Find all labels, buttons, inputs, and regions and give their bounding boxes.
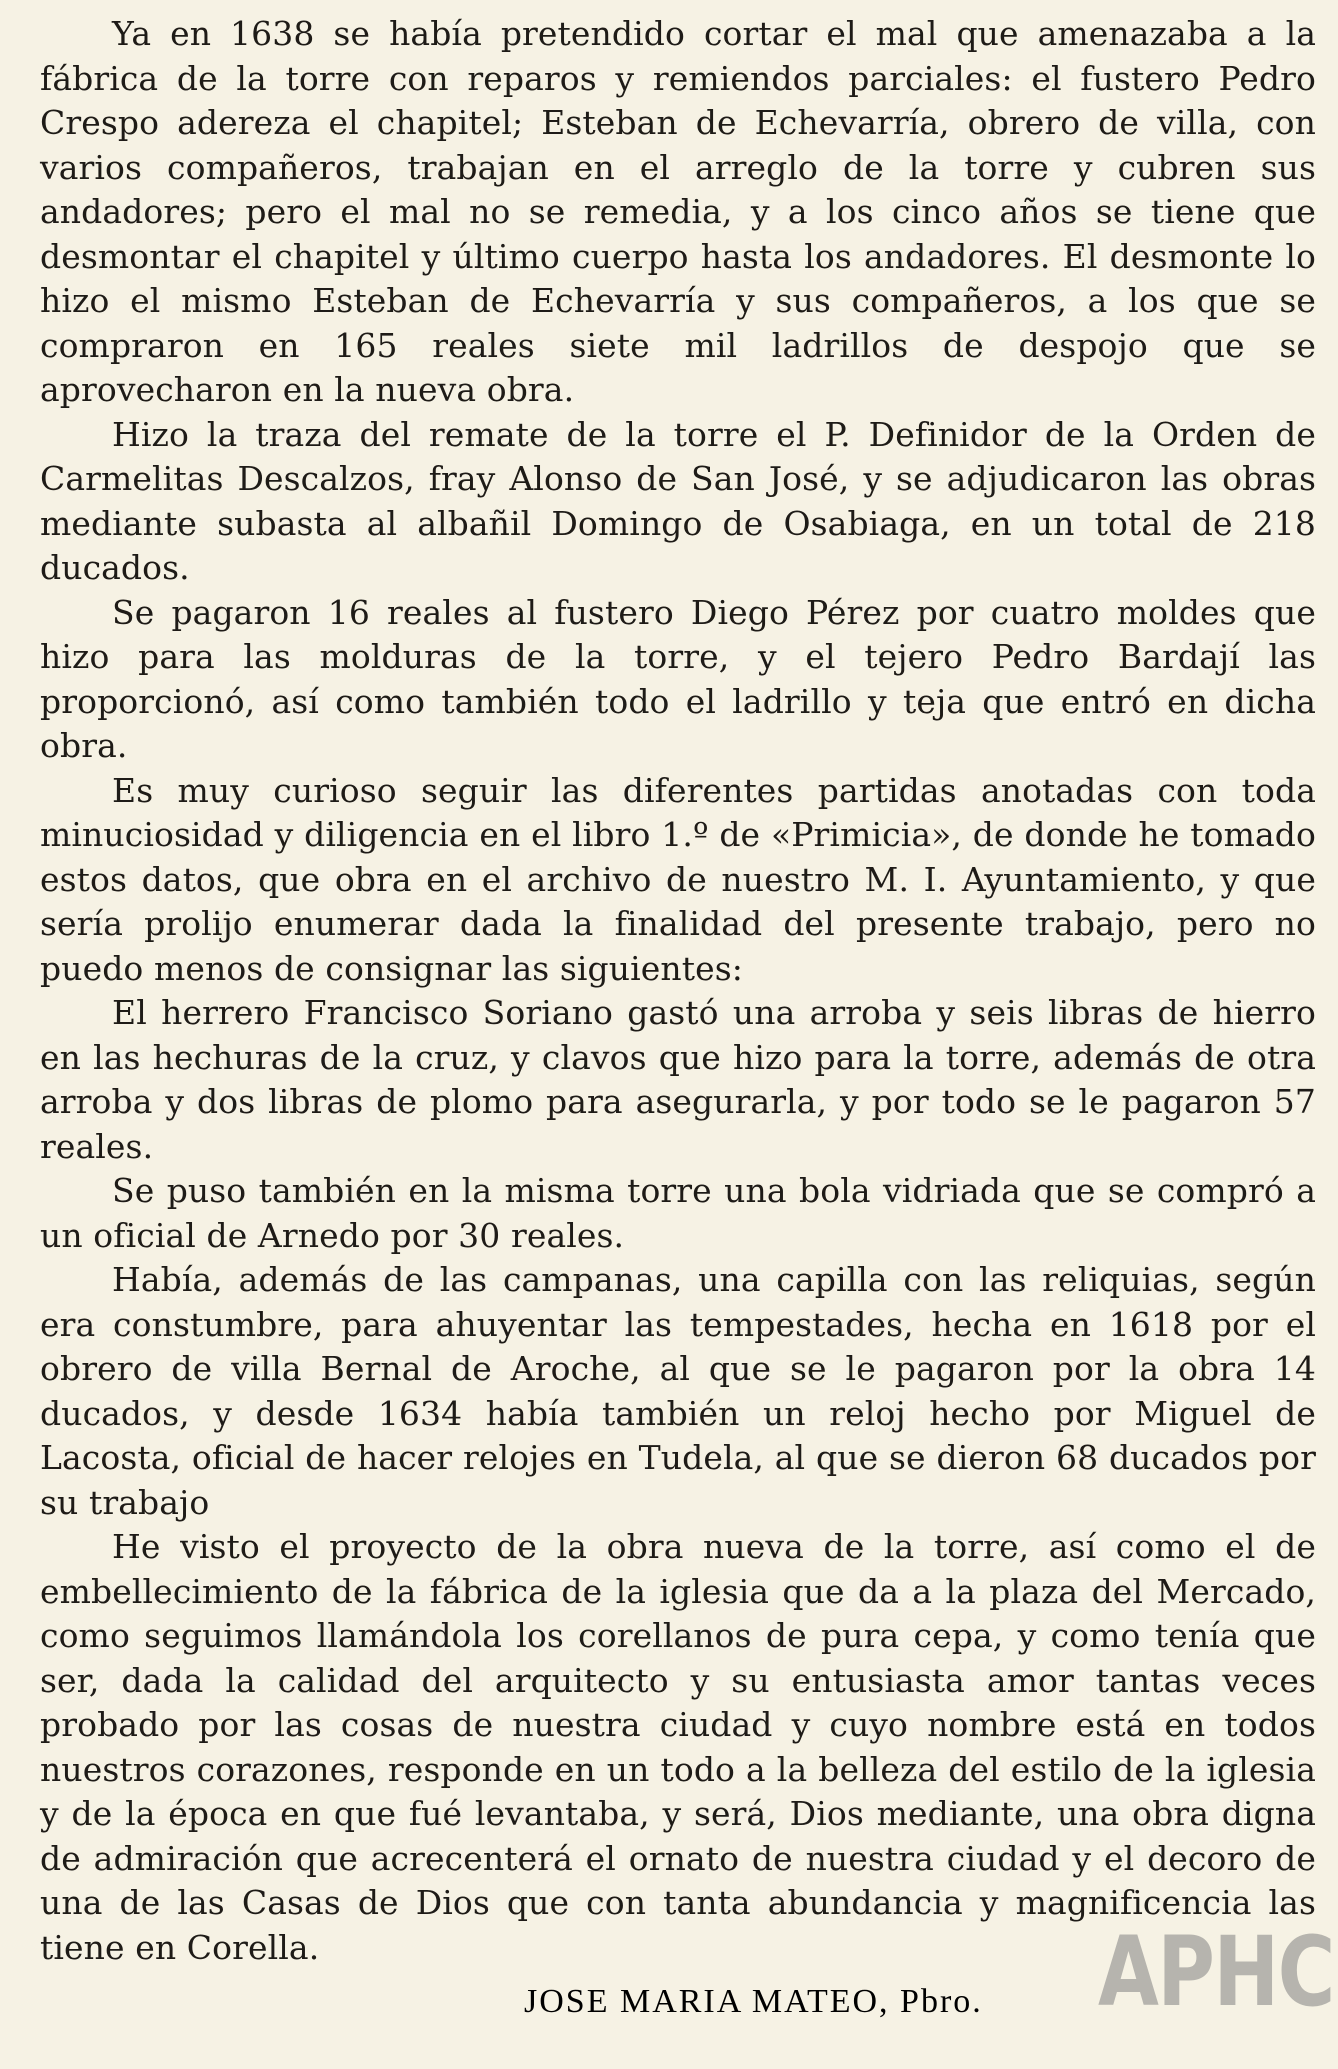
paragraph-2: Hizo la traza del remate de la torre el P. Definidor de la Orden de Carmelitas Descalzos, fray Alonso de San José, y se adjudicaron las obras mediante subasta al albañil Domingo de Osabiaga, en un total de 218 ducados. <box>40 414 1316 587</box>
paragraph-3: Se pagaron 16 reales al fustero Diego Pérez por cuatro moldes que hizo para las molduras de la torre, y el tejero Pedro Bardají las proporcionó, así como también todo el ladrillo y teja que entró en dicha obra. <box>40 592 1316 765</box>
aphc-watermark: APHC <box>1098 1916 1334 2028</box>
paragraph-6: Se puso también en la misma torre una bola vidriada que se compró a un oficial de Arnedo por 30 reales. <box>40 1171 1316 1255</box>
paragraph-1: Ya en 1638 se había pretendido cortar el mal que amenazaba a la fábrica de la torre con reparos y remiendos parciales: el fustero Pedro Crespo adereza el chapitel; Esteban de Echevarría, obrero de villa, con varios compañeros, trabajan en el arreglo de la torre y cubren sus andadores; pero el mal no se remedia, y a los cinco años se tiene que desmontar el chapitel y último cuerpo hasta los andadores. El desmonte lo hizo el mismo Esteban de Echevarría y sus compañeros, a los que se compraron en 165 reales siete mil ladrillos de despojo que se aprovecharon en la nueva obra. <box>40 14 1316 409</box>
document-page <box>40 12 1316 2052</box>
paragraph-7: Había, además de las campanas, una capilla con las reliquias, según era constumbre, para ahuyentar las tempestades, hecha en 1618 por el obrero de villa Bernal de Aroche, al que se le pagaron por la obra 14 ducados, y desde 1634 había también un reloj hecho por Miguel de Lacosta, oficial de hacer relojes en Tudela, al que se dieron 68 ducados por su trabajo <box>40 1260 1316 1522</box>
author-signature: JOSE MARIA MATEO, Pbro. <box>524 1983 983 2020</box>
paragraph-4: Es muy curioso seguir las diferentes partidas anotadas con toda minuciosidad y diligencia en el libro 1.º de «Primicia», de donde he tomado estos datos, que obra en el archivo de nuestro M. I. Ayuntamiento, y que sería prolijo enumerar dada la finalidad del presente trabajo, pero no puedo menos de consignar las siguientes: <box>40 770 1316 988</box>
paragraph-8: He visto el proyecto de la obra nueva de la torre, así como el de embellecimiento de la fábrica de la iglesia que da a la plaza del Mercado, como seguimos llamándola los corellanos de pura cepa, y como tenía que ser, dada la calidad del arquitecto y su entusiasta amor tantas veces probado por las cosas de nuestra ciudad y cuyo nombre está en todos nuestros corazones, responde en un todo a la belleza del estilo de la iglesia y de la época en que fué levantaba, y será, Dios mediante, una obra digna de admiración que acrecenterá el ornato de nuestra ciudad y el decoro de una de las Casas de Dios que con tanta abundancia y magnificencia las tiene en Corella. <box>40 1527 1316 1967</box>
paragraph-5: El herrero Francisco Soriano gastó una arroba y seis libras de hierro en las hechuras de la cruz, y clavos que hizo para la torre, además de otra arroba y dos libras de plomo para asegurarla, y por todo se le pagaron 57 reales. <box>40 993 1316 1166</box>
